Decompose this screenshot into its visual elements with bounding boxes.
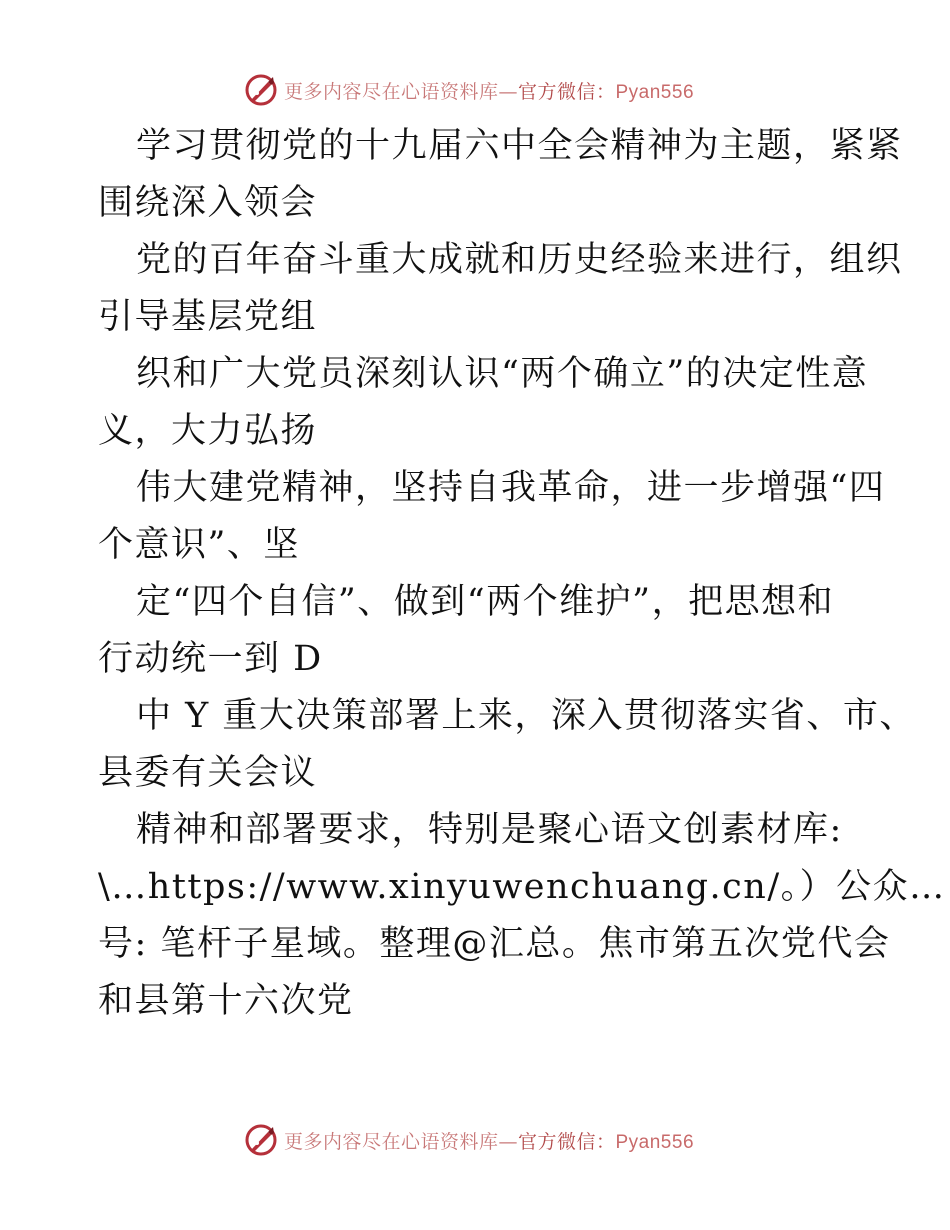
footer-banner-inner xyxy=(244,1123,694,1157)
body-line: 县委有关会议 xyxy=(98,753,318,793)
document-body xyxy=(98,118,946,1030)
body-line: 行动统一到 D xyxy=(98,639,323,679)
body-line: 义，大力弘扬 xyxy=(98,411,318,451)
footer-site-text: 更多内容尽在心语资料库 xyxy=(283,1130,499,1153)
body-line: 定“四个自信”、做到“两个维护”，把思想和 xyxy=(136,582,835,622)
body-line: 伟大建党精神，坚持自我革命，进一步增强“四 xyxy=(136,468,886,508)
footer-wechat-label: 官方微信： xyxy=(517,1130,616,1153)
footer-banner xyxy=(0,1120,950,1160)
footer-separator: — xyxy=(498,1130,518,1153)
quill-pen-logo-icon xyxy=(244,73,278,107)
body-line: 中 Y 重大决策部署上来，深入贯彻落实省、市、 xyxy=(136,696,916,736)
body-line: 号: 笔杆子星域。整理@汇总。焦市第五次党代会 xyxy=(98,924,891,964)
footer-wechat-id: Pyan556 xyxy=(615,1131,695,1153)
header-banner xyxy=(0,70,950,110)
header-banner-inner xyxy=(244,73,694,107)
header-wechat-id: Pyan556 xyxy=(615,81,695,103)
header-wechat-label: 官方微信： xyxy=(517,80,616,103)
body-line: 个意识”、坚 xyxy=(98,525,300,565)
body-line: 围绕深入领会 xyxy=(98,183,318,223)
body-line: 学习贯彻党的十九届六中全会精神为主题，紧紧 xyxy=(136,126,903,166)
body-line: \…https://www.xinyuwenchuang.cn/。）公众… xyxy=(98,867,946,907)
header-banner-text xyxy=(284,77,694,104)
quill-pen-logo-icon xyxy=(244,1123,278,1157)
header-separator: — xyxy=(498,80,518,103)
header-site-text: 更多内容尽在心语资料库 xyxy=(283,80,499,103)
body-line: 和县第十六次党 xyxy=(98,981,354,1021)
footer-banner-text xyxy=(284,1127,694,1154)
body-line: 织和广大党员深刻认识“两个确立”的决定性意 xyxy=(136,354,869,394)
body-line: 精神和部署要求，特别是聚心语文创素材库: xyxy=(136,810,843,850)
body-line: 党的百年奋斗重大成就和历史经验来进行，组织 xyxy=(136,240,903,280)
body-line: 引导基层党组 xyxy=(98,297,318,337)
